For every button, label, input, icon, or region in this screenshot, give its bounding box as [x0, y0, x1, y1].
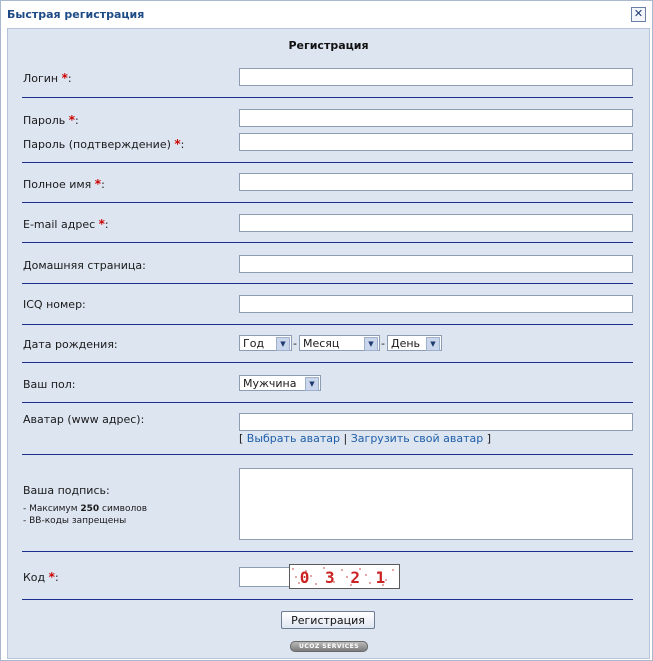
birthdate-label: Дата рождения: — [23, 338, 118, 351]
email-label-text: E-mail адрес — [23, 218, 96, 231]
separator — [22, 162, 633, 163]
signature-bb-note: - BB-коды запрещены — [23, 516, 127, 526]
login-label-text: Логин — [23, 72, 59, 85]
separator — [22, 362, 633, 363]
separator — [22, 97, 633, 98]
note-prefix: - Максимум — [23, 504, 81, 514]
signature-max-note — [23, 504, 147, 514]
separator — [22, 551, 633, 552]
required-mark: * — [68, 113, 76, 127]
captcha-svg — [290, 565, 399, 588]
password-confirm-input[interactable] — [239, 133, 633, 151]
window-title: Быстрая регистрация — [7, 8, 145, 21]
avatar-url-input[interactable] — [239, 413, 633, 431]
bracket-open: [ — [239, 432, 244, 445]
register-button[interactable]: Регистрация — [281, 611, 375, 629]
title-bar — [1, 1, 652, 27]
year-select-value: Год — [243, 337, 265, 350]
close-icon[interactable]: ✕ — [633, 7, 644, 20]
full-name-label-text: Полное имя — [23, 178, 92, 191]
chevron-down-icon[interactable]: ▼ — [305, 377, 319, 391]
gender-select-value: Мужчина — [243, 377, 297, 390]
month-select[interactable] — [299, 335, 380, 351]
password-confirm-label: Пароль (подтверждение) *: — [23, 137, 185, 151]
separator — [22, 324, 633, 325]
required-mark: * — [94, 177, 102, 191]
login-input[interactable] — [239, 68, 633, 86]
code-label: Код *: — [23, 570, 59, 584]
code-input[interactable] — [239, 567, 290, 587]
email-input[interactable] — [239, 214, 633, 232]
separator — [22, 454, 633, 455]
separator — [22, 402, 633, 403]
password-confirm-label-text: Пароль (подтверждение) — [23, 138, 171, 151]
icq-label: ICQ номер: — [23, 298, 86, 311]
required-mark: * — [61, 71, 68, 85]
separator — [22, 202, 633, 203]
separator — [22, 242, 633, 243]
choose-avatar-link[interactable]: Выбрать аватар — [246, 432, 341, 445]
chevron-down-icon[interactable]: ▼ — [364, 337, 378, 351]
form-panel — [7, 28, 650, 659]
captcha-image — [289, 564, 400, 589]
homepage-label: Домашняя страница: — [23, 259, 146, 272]
upload-avatar-link[interactable]: Загрузить свой аватар — [350, 432, 484, 445]
separator — [22, 599, 633, 600]
full-name-input[interactable] — [239, 173, 633, 191]
month-select-value: Месяц — [303, 337, 340, 350]
icq-input[interactable] — [239, 295, 633, 313]
gender-select-wrap — [239, 375, 323, 393]
required-mark: * — [174, 137, 181, 151]
email-label: E-mail адрес *: — [23, 217, 109, 231]
login-label: Логин *: — [23, 71, 72, 85]
password-label: Пароль *: — [23, 113, 79, 127]
avatar-links — [239, 432, 491, 445]
note-suffix: символов — [99, 504, 148, 514]
separator — [22, 283, 633, 284]
year-select[interactable] — [239, 335, 292, 351]
note-max-value: 250 — [80, 504, 100, 514]
password-label-text: Пароль — [23, 114, 66, 127]
day-select-value: День — [391, 337, 421, 350]
chevron-down-icon[interactable]: ▼ — [426, 337, 440, 351]
avatar-label: Аватар (www адрес): — [23, 413, 145, 426]
ucoz-services-badge[interactable]: UCOZ SERVICES — [290, 641, 368, 652]
day-select[interactable] — [387, 335, 442, 351]
homepage-input[interactable] — [239, 255, 633, 273]
date-dash: - — [381, 337, 385, 350]
gender-select[interactable] — [239, 375, 321, 391]
bracket-close: ] — [486, 432, 491, 445]
birthdate-selects — [239, 335, 459, 353]
password-input[interactable] — [239, 109, 633, 127]
form-heading: Регистрация — [288, 39, 369, 52]
code-label-text: Код — [23, 571, 46, 584]
link-divider: | — [343, 432, 348, 445]
close-button[interactable] — [631, 7, 646, 22]
full-name-label: Полное имя *: — [23, 177, 105, 191]
gender-label: Ваш пол: — [23, 378, 76, 391]
captcha-text: 0 3 2 1 — [299, 568, 389, 587]
signature-textarea[interactable] — [239, 468, 633, 540]
required-mark: * — [98, 217, 105, 231]
chevron-down-icon[interactable]: ▼ — [276, 337, 290, 351]
required-mark: * — [48, 570, 55, 584]
signature-label: Ваша подпись: — [23, 484, 110, 497]
date-dash: - — [293, 337, 297, 350]
